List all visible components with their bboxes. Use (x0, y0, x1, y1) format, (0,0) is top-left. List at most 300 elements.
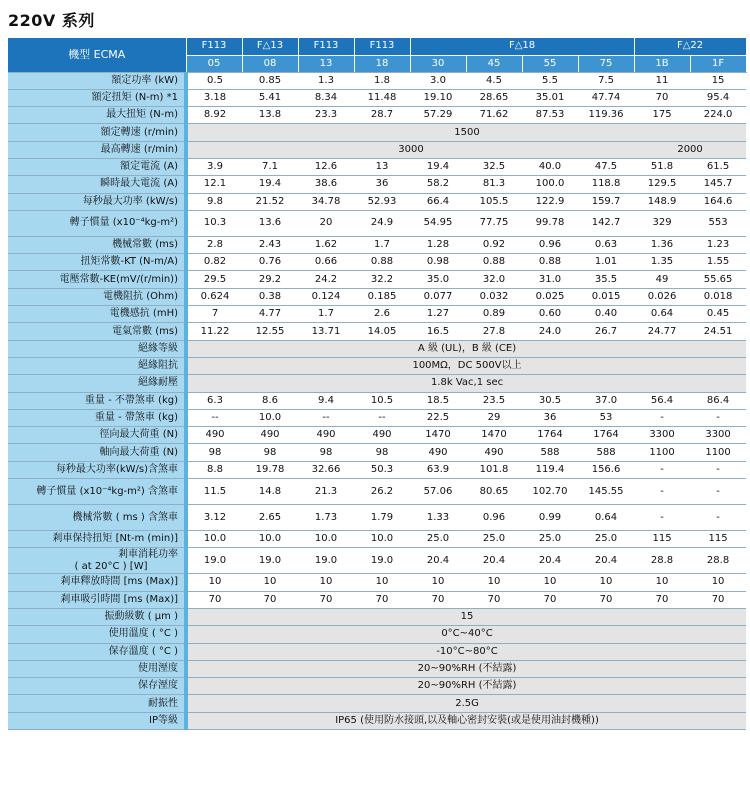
value-cell: 12.1 (186, 176, 242, 193)
value-span: 1500 (186, 124, 746, 141)
value-cell: 18.5 (410, 392, 466, 409)
value-cell: 51.8 (634, 158, 690, 175)
value-cell: 32.66 (298, 461, 354, 478)
value-span: IP65 (使用防水接頭,以及軸心密封安裝(或是使用油封機種)) (186, 712, 746, 729)
spec-row (8, 271, 746, 288)
value-cell: 55.65 (690, 271, 746, 288)
value-cell: 8.8 (186, 461, 242, 478)
value-cell: 14.05 (354, 323, 410, 340)
value-cell: 1.23 (690, 236, 746, 253)
value-cell: 4.77 (242, 306, 298, 323)
value-span: A 級 (UL)，B 級 (CE) (186, 340, 746, 357)
value-cell: 20.4 (410, 548, 466, 574)
spec-row (8, 591, 746, 608)
model-group: F△22 (634, 38, 746, 55)
value-cell: 54.95 (410, 210, 466, 236)
row-label: 瞬時最大電流 (A) (8, 176, 186, 193)
value-cell: 490 (354, 427, 410, 444)
value-cell: 0.018 (690, 288, 746, 305)
value-cell: 1.36 (634, 236, 690, 253)
value-cell: 29.5 (186, 271, 242, 288)
value-span: 20~90%RH (不結露) (186, 660, 746, 677)
value-cell: 11.48 (354, 89, 410, 106)
value-cell: 0.99 (522, 505, 578, 531)
spec-row (8, 461, 746, 478)
value-cell: 31.0 (522, 271, 578, 288)
value-cell: 1.79 (354, 505, 410, 531)
model-group: F△18 (410, 38, 634, 55)
spec-row (8, 712, 746, 729)
value-cell: 57.29 (410, 107, 466, 124)
value-cell: 19.10 (410, 89, 466, 106)
value-cell: - (690, 461, 746, 478)
value-cell: 10 (578, 574, 634, 591)
value-cell: -- (186, 409, 242, 426)
row-label: 電機感抗 (mH) (8, 306, 186, 323)
spec-row (8, 254, 746, 271)
row-label: 重量 - 不帶煞車 (kg) (8, 392, 186, 409)
value-cell: 2.6 (354, 306, 410, 323)
value-cell: 1.01 (578, 254, 634, 271)
value-cell: 98 (242, 444, 298, 461)
value-cell: 28.7 (354, 107, 410, 124)
spec-row (8, 678, 746, 695)
spec-row (8, 193, 746, 210)
value-cell: 1470 (410, 427, 466, 444)
value-cell: 10.0 (354, 531, 410, 548)
row-label: 重量 - 帶煞車 (kg) (8, 409, 186, 426)
value-cell: 70 (298, 591, 354, 608)
value-cell: 10 (522, 574, 578, 591)
value-cell: 0.624 (186, 288, 242, 305)
value-cell: 21.52 (242, 193, 298, 210)
value-cell: 19.0 (186, 548, 242, 574)
spec-row (8, 306, 746, 323)
value-cell: 25.0 (522, 531, 578, 548)
spec-row (8, 236, 746, 253)
value-cell: 164.6 (690, 193, 746, 210)
value-span: 100MΩ，DC 500V以上 (186, 357, 746, 374)
value-cell: 98 (354, 444, 410, 461)
value-cell: 1100 (634, 444, 690, 461)
value-cell: 24.0 (522, 323, 578, 340)
value-cell: 13.8 (242, 107, 298, 124)
value-cell: 3300 (690, 427, 746, 444)
spec-row (8, 479, 746, 505)
row-label: 振動級數 ( μm ) (8, 608, 186, 625)
row-label: 使用溫度 ( °C ) (8, 626, 186, 643)
value-cell: 490 (242, 427, 298, 444)
value-cell: 23.3 (298, 107, 354, 124)
value-cell: 0.63 (578, 236, 634, 253)
value-cell: 21.3 (298, 479, 354, 505)
value-cell: 490 (186, 427, 242, 444)
value-cell: 100.0 (522, 176, 578, 193)
value-cell: 20.4 (578, 548, 634, 574)
value-cell: 13.6 (242, 210, 298, 236)
spec-row (8, 392, 746, 409)
model-code: 55 (522, 55, 578, 72)
value-cell: 10.0 (186, 531, 242, 548)
row-label: 最大扭矩 (N-m) (8, 107, 186, 124)
value-cell: 0.76 (242, 254, 298, 271)
value-cell: 36 (522, 409, 578, 426)
value-cell: 32.5 (466, 158, 522, 175)
value-cell: 70 (354, 591, 410, 608)
row-label: 轉子慣量 (x10⁻⁴kg-m²) 含煞車 (8, 479, 186, 505)
spec-row (8, 626, 746, 643)
value-cell: 77.75 (466, 210, 522, 236)
spec-table (8, 38, 747, 730)
value-cell: 40.0 (522, 158, 578, 175)
value-cell: 61.5 (690, 158, 746, 175)
value-cell: 10 (690, 574, 746, 591)
row-label: 最高轉速 (r/min) (8, 141, 186, 158)
value-cell: 11.5 (186, 479, 242, 505)
spec-row (8, 323, 746, 340)
spec-row (8, 660, 746, 677)
value-cell: 8.6 (242, 392, 298, 409)
value-cell: 81.3 (466, 176, 522, 193)
spec-row (8, 444, 746, 461)
value-cell: 13 (354, 158, 410, 175)
value-cell: 86.4 (690, 392, 746, 409)
value-cell: 71.62 (466, 107, 522, 124)
value-cell: 115 (690, 531, 746, 548)
value-cell: - (690, 505, 746, 531)
value-cell: 35.01 (522, 89, 578, 106)
value-cell: 118.8 (578, 176, 634, 193)
value-cell: 102.70 (522, 479, 578, 505)
row-label: 機械常數 (ms) (8, 236, 186, 253)
value-cell: 553 (690, 210, 746, 236)
value-cell: 2.65 (242, 505, 298, 531)
value-cell: 0.38 (242, 288, 298, 305)
value-cell: 87.53 (522, 107, 578, 124)
value-cell: 0.89 (466, 306, 522, 323)
value-cell: 490 (466, 444, 522, 461)
value-cell: 10.3 (186, 210, 242, 236)
value-cell: 0.015 (578, 288, 634, 305)
value-cell: 4.5 (466, 72, 522, 89)
value-cell: 15 (690, 72, 746, 89)
value-cell: 0.82 (186, 254, 242, 271)
page-title: 220V 系列 (8, 11, 95, 30)
value-cell: 490 (298, 427, 354, 444)
model-group: F113 (186, 38, 242, 55)
value-cell: 57.06 (410, 479, 466, 505)
value-cell: 23.5 (466, 392, 522, 409)
value-span: 3000 (186, 141, 634, 158)
row-label (8, 548, 186, 574)
value-cell: 3.12 (186, 505, 242, 531)
value-cell: 10.0 (242, 409, 298, 426)
value-cell: 28.8 (690, 548, 746, 574)
value-cell: 66.4 (410, 193, 466, 210)
spec-row (8, 531, 746, 548)
value-cell: - (690, 409, 746, 426)
value-cell: 10 (634, 574, 690, 591)
value-cell: 0.85 (242, 72, 298, 89)
value-cell: - (634, 479, 690, 505)
row-label: IP等級 (8, 712, 186, 729)
spec-row (8, 409, 746, 426)
value-cell: 49 (634, 271, 690, 288)
spec-row (8, 574, 746, 591)
value-cell: 156.6 (578, 461, 634, 478)
value-cell: 30.5 (522, 392, 578, 409)
value-cell: 20.4 (466, 548, 522, 574)
value-cell: 0.032 (466, 288, 522, 305)
value-cell: 19.4 (410, 158, 466, 175)
value-cell: 13.71 (298, 323, 354, 340)
value-cell: 22.5 (410, 409, 466, 426)
model-group: F113 (298, 38, 354, 55)
value-cell: 10.0 (298, 531, 354, 548)
value-cell: 50.3 (354, 461, 410, 478)
value-cell: 0.45 (690, 306, 746, 323)
value-cell: 52.93 (354, 193, 410, 210)
value-span: 1.8k Vac,1 sec (186, 375, 746, 392)
row-label: 轉子慣量 (x10⁻⁴kg-m²) (8, 210, 186, 236)
value-cell: 7.1 (242, 158, 298, 175)
spec-row (8, 210, 746, 236)
value-cell: 38.6 (298, 176, 354, 193)
row-label: 額定功率 (kW) (8, 72, 186, 89)
value-cell: 0.96 (466, 505, 522, 531)
row-label: 軸向最大荷重 (N) (8, 444, 186, 461)
value-cell: 14.8 (242, 479, 298, 505)
value-cell: 8.92 (186, 107, 242, 124)
value-cell: 5.41 (242, 89, 298, 106)
value-cell: 11 (634, 72, 690, 89)
value-span: 15 (186, 608, 746, 625)
value-cell: 0.64 (578, 505, 634, 531)
value-cell: 1764 (578, 427, 634, 444)
row-label: 徑向最大荷重 (N) (8, 427, 186, 444)
header-row-groups (8, 38, 746, 55)
value-cell: 1.7 (298, 306, 354, 323)
value-cell: 8.34 (298, 89, 354, 106)
value-cell: 70 (578, 591, 634, 608)
value-cell: 1.3 (298, 72, 354, 89)
model-code: 13 (298, 55, 354, 72)
value-cell: 9.4 (298, 392, 354, 409)
value-cell: 1764 (522, 427, 578, 444)
value-cell: 1.33 (410, 505, 466, 531)
value-cell: 28.8 (634, 548, 690, 574)
value-cell: 0.66 (298, 254, 354, 271)
value-cell: - (690, 479, 746, 505)
model-group: F113 (354, 38, 410, 55)
value-cell: 0.40 (578, 306, 634, 323)
value-cell: 99.78 (522, 210, 578, 236)
value-cell: 19.0 (242, 548, 298, 574)
model-code: 75 (578, 55, 634, 72)
value-cell: 80.65 (466, 479, 522, 505)
value-cell: 0.96 (522, 236, 578, 253)
row-label: 機械常數 ( ms ) 含煞車 (8, 505, 186, 531)
value-cell: 98 (298, 444, 354, 461)
value-cell: 10 (242, 574, 298, 591)
value-cell: 7 (186, 306, 242, 323)
row-label: 額定扭矩 (N-m) *1 (8, 89, 186, 106)
value-cell: 70 (466, 591, 522, 608)
value-cell: 36 (354, 176, 410, 193)
row-label: 電氣常數 (ms) (8, 323, 186, 340)
value-cell: 0.025 (522, 288, 578, 305)
value-cell: 1.8 (354, 72, 410, 89)
value-cell: 122.9 (522, 193, 578, 210)
value-cell: 588 (522, 444, 578, 461)
row-label-line: ( at 20°C ) [W] (74, 560, 148, 572)
value-cell: 47.74 (578, 89, 634, 106)
value-cell: 26.7 (578, 323, 634, 340)
value-cell: 0.88 (522, 254, 578, 271)
value-cell: - (634, 409, 690, 426)
row-label: 額定轉速 (r/min) (8, 124, 186, 141)
value-cell: 26.2 (354, 479, 410, 505)
value-cell: 1.62 (298, 236, 354, 253)
value-cell: 70 (186, 591, 242, 608)
row-label: 電壓常數-KE(mV/(r/min)) (8, 271, 186, 288)
value-cell: 0.124 (298, 288, 354, 305)
value-cell: 3.18 (186, 89, 242, 106)
row-label: 保存溫度 ( °C ) (8, 643, 186, 660)
value-cell: 119.36 (578, 107, 634, 124)
value-cell: 1470 (466, 427, 522, 444)
value-cell: 3300 (634, 427, 690, 444)
value-cell: 37.0 (578, 392, 634, 409)
value-cell: 1.28 (410, 236, 466, 253)
value-cell: 32.2 (354, 271, 410, 288)
model-code: 05 (186, 55, 242, 72)
value-cell: 588 (578, 444, 634, 461)
value-cell: 35.0 (410, 271, 466, 288)
value-cell: 29 (466, 409, 522, 426)
value-cell: 7.5 (578, 72, 634, 89)
value-cell: 119.4 (522, 461, 578, 478)
model-code: 18 (354, 55, 410, 72)
value-cell: 28.65 (466, 89, 522, 106)
value-cell: 63.9 (410, 461, 466, 478)
spec-row (8, 340, 746, 357)
value-cell: 0.077 (410, 288, 466, 305)
value-cell: 98 (186, 444, 242, 461)
row-label: 使用溼度 (8, 660, 186, 677)
value-cell: 329 (634, 210, 690, 236)
value-cell: 95.4 (690, 89, 746, 106)
model-group: F△13 (242, 38, 298, 55)
value-cell: 3.0 (410, 72, 466, 89)
value-cell: 19.78 (242, 461, 298, 478)
spec-row (8, 695, 746, 712)
value-cell: 0.88 (354, 254, 410, 271)
model-code: 1F (690, 55, 746, 72)
value-cell: - (634, 505, 690, 531)
row-label: 扭矩常數-KT (N-m/A) (8, 254, 186, 271)
value-cell: 1.55 (690, 254, 746, 271)
value-cell: 58.2 (410, 176, 466, 193)
spec-row (8, 107, 746, 124)
value-cell: 47.5 (578, 158, 634, 175)
value-cell: 1.27 (410, 306, 466, 323)
value-cell: 25.0 (410, 531, 466, 548)
value-cell: 27.8 (466, 323, 522, 340)
value-cell: 29.2 (242, 271, 298, 288)
value-cell: 1.35 (634, 254, 690, 271)
value-cell: 2.43 (242, 236, 298, 253)
model-label: 機型 ECMA (8, 38, 186, 72)
value-cell: 490 (410, 444, 466, 461)
spec-row (8, 427, 746, 444)
spec-row (8, 608, 746, 625)
row-label: 每秒最大功率(kW/s)含煞車 (8, 461, 186, 478)
value-cell: 0.5 (186, 72, 242, 89)
value-span: -10°C~80°C (186, 643, 746, 660)
value-cell: 0.60 (522, 306, 578, 323)
value-cell: - (634, 461, 690, 478)
spec-row (8, 176, 746, 193)
spec-row (8, 375, 746, 392)
value-cell: 16.5 (410, 323, 466, 340)
value-cell: 3.9 (186, 158, 242, 175)
spec-row (8, 124, 746, 141)
model-code: 08 (242, 55, 298, 72)
value-cell: 5.5 (522, 72, 578, 89)
value-cell: 12.6 (298, 158, 354, 175)
value-cell: 24.77 (634, 323, 690, 340)
value-cell: 19.0 (354, 548, 410, 574)
value-cell: 32.0 (466, 271, 522, 288)
row-label: 絕緣耐壓 (8, 375, 186, 392)
row-label: 保存溼度 (8, 678, 186, 695)
value-cell: 25.0 (578, 531, 634, 548)
row-label: 剎車吸引時間 [ms (Max)] (8, 591, 186, 608)
spec-row (8, 158, 746, 175)
value-cell: 115 (634, 531, 690, 548)
spec-row (8, 288, 746, 305)
value-cell: 35.5 (578, 271, 634, 288)
value-cell: 70 (634, 89, 690, 106)
value-cell: 20 (298, 210, 354, 236)
value-cell: 105.5 (466, 193, 522, 210)
value-cell: 70 (634, 591, 690, 608)
value-cell: 24.2 (298, 271, 354, 288)
value-cell: 0.98 (410, 254, 466, 271)
spec-row (8, 548, 746, 574)
value-cell: 6.3 (186, 392, 242, 409)
row-label: 額定電流 (A) (8, 158, 186, 175)
value-cell: 159.7 (578, 193, 634, 210)
value-cell: 10 (186, 574, 242, 591)
value-cell: 10 (298, 574, 354, 591)
value-cell: 70 (410, 591, 466, 608)
model-code: 30 (410, 55, 466, 72)
value-cell: 53 (578, 409, 634, 426)
row-label: 剎車釋放時間 [ms (Max)] (8, 574, 186, 591)
spec-row (8, 141, 746, 158)
value-cell: 19.0 (298, 548, 354, 574)
value-cell: 175 (634, 107, 690, 124)
spec-row (8, 505, 746, 531)
value-cell: 10.5 (354, 392, 410, 409)
value-cell: 10 (410, 574, 466, 591)
value-cell: 129.5 (634, 176, 690, 193)
value-cell: 0.185 (354, 288, 410, 305)
value-cell: 70 (242, 591, 298, 608)
row-label: 每秒最大功率 (kW/s) (8, 193, 186, 210)
